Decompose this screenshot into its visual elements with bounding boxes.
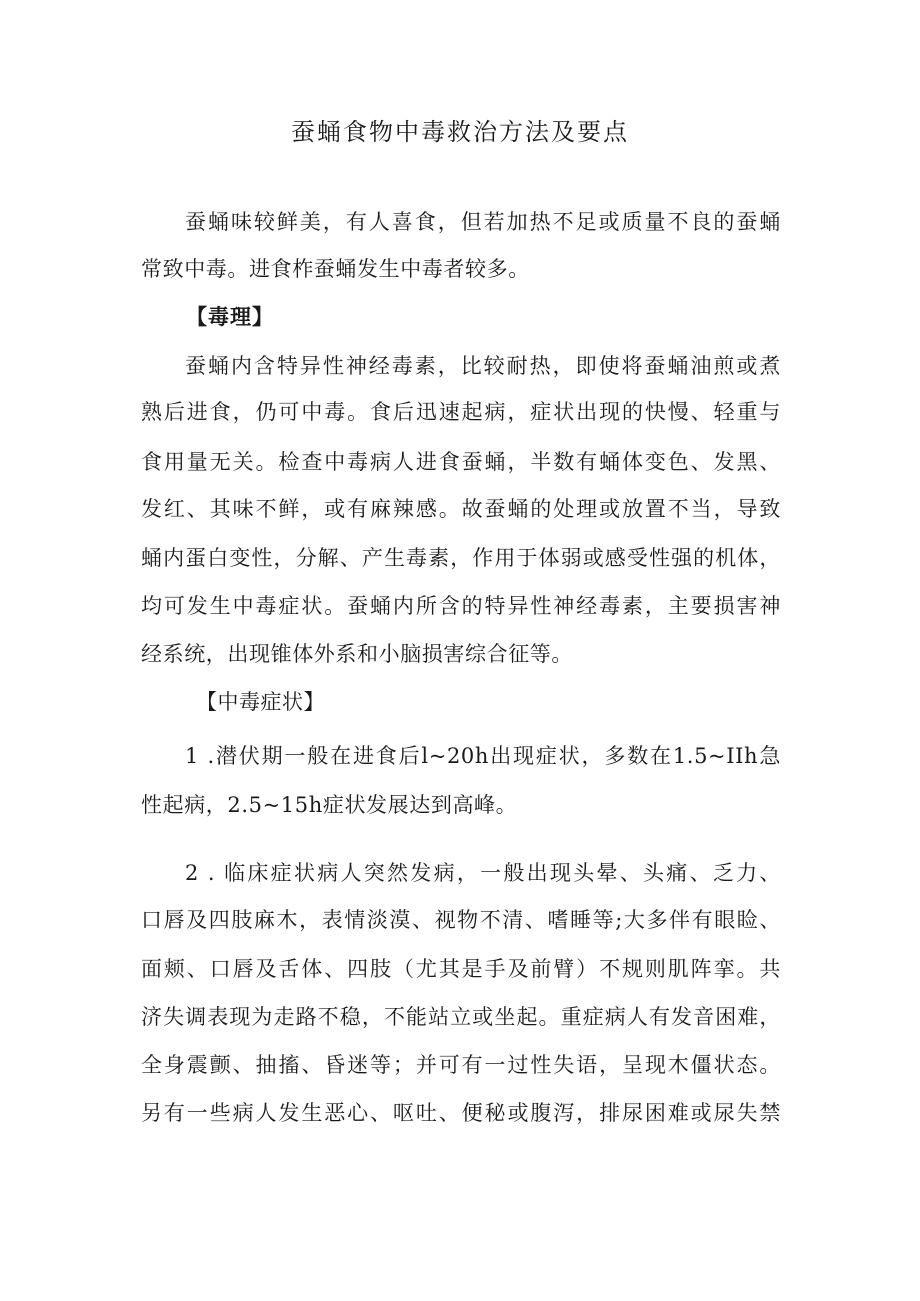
toxicology-line-5: 蛹内蛋白变性，分解、产生毒素，作用于体弱或感受性强的机体， [141, 546, 781, 570]
toxicology-line-6: 均可发生中毒症状。蚕蛹内所含的特异性神经毒素，主要损害神 [141, 594, 781, 618]
toxicology-line-3: 食用量无关。检查中毒病人进食蚕蛹，半数有蛹体变色、发黑、 [141, 450, 781, 474]
intro-line-2: 常致中毒。进食柞蚕蛹发生中毒者较多。 [141, 257, 530, 281]
section-heading-symptoms: 【中毒症状】 [196, 690, 325, 714]
symptoms-item1-line-2: 性起病，2.5~15h症状发展达到高峰。 [141, 793, 518, 817]
symptoms-item2-line-6: 另有一些病人发生恶心、呕吐、便秘或腹泻，排尿困难或尿失禁 [141, 1101, 781, 1125]
toxicology-line-1: 蚕蛹内含特异性神经毒素，比较耐热，即使将蚕蛹油煎或煮 [185, 354, 781, 378]
section-heading-toxicology: 【毒理】 [186, 304, 274, 329]
intro-line-1: 蚕蛹味较鲜美，有人喜食，但若加热不足或质量不良的蚕蛹 [185, 210, 781, 234]
symptoms-item2-line-2: 口唇及四肢麻木，表情淡漠、视物不清、嗜睡等;大多伴有眼睑、 [141, 908, 781, 932]
toxicology-line-7: 经系统，出现锥体外系和小脑损害综合征等。 [141, 642, 573, 666]
toxicology-line-2: 熟后进食，仍可中毒。食后迅速起病，症状出现的快慢、轻重与 [141, 400, 781, 424]
symptoms-item2-line-5: 全身震颤、抽搐、昏迷等；并可有一过性失语，呈现木僵状态。 [141, 1053, 781, 1077]
symptoms-item2-line-1: 2 . 临床症状病人突然发病，一般出现头晕、头痛、乏力、 [185, 861, 781, 885]
toxicology-line-4: 发红、其味不鲜，或有麻辣感。故蚕蛹的处理或放置不当，导致 [141, 497, 781, 521]
symptoms-item2-line-3: 面颊、口唇及舌体、四肢（尤其是手及前臂）不规则肌阵挛。共 [141, 957, 781, 981]
symptoms-item1-line-1: 1 .潜伏期一般在进食后l~20h出现症状，多数在1.5~IIh急 [185, 744, 781, 768]
symptoms-item2-line-4: 济失调表现为走路不稳，不能站立或坐起。重症病人有发音困难， [141, 1005, 781, 1029]
document-title: 蚕蛹食物中毒救治方法及要点 [291, 118, 629, 146]
